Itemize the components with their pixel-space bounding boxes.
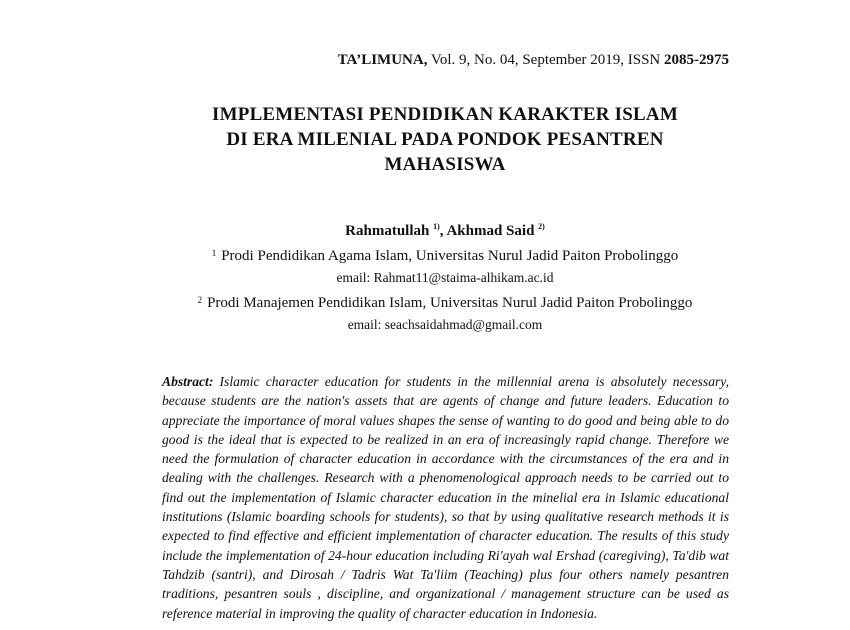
abstract-text: Islamic character education for students in the millennial arena is absolutely necessary, because students are the nation's assets that are agents of change and future leaders. Education to appreciate the importance of moral values shapes the sense of wanting to do good and being able to do good is the ideal that is expected to be realized in an era of increasingly rapid change. Therefore we need the formulation of character education in accordance with the circumstances of the era and in dealing with the challenges. Research with a phenomenological approach needs to be carried out to find out the implementation of Islamic character education in the minelial era in Islamic educational institutions (Islamic boarding schools for students), so that by using qualitative research methods it is expected to find effective and efficient implementation of character education. The results of this study include the implementation of 24-hour education including Ri'ayah wal Ershad (caregiving), Ta'dib wat Tahdzib (santri), and Dirosah / Tadris Wat Ta'liim (Teaching) plus four others namely pesantren traditions, pesantren souls , discipline, and organizational / management structure can be used as reference material in improving the quality of character education in Indonesia. [162, 374, 729, 621]
affiliation-2 [100, 289, 790, 314]
journal-name: TA’LIMUNA, [337, 52, 428, 68]
title-line: DI ERA MILENIAL PADA PONDOK PESANTREN [226, 129, 664, 150]
affiliation-1-email: email: Rahmat11@staima-alhikam.ac.id [336, 270, 554, 285]
author-1-name: Rahmatullah [345, 223, 430, 239]
affiliation-2-email: email: seachsaidahmad@gmail.com [347, 317, 543, 332]
author-1-marker: 1) [433, 222, 440, 231]
affiliation-2-text: Prodi Manajemen Pendidikan Islam, Universitas Nurul Jadid Paiton Probolinggo [207, 295, 693, 311]
author-names [100, 216, 790, 242]
affiliation-1-text: Prodi Pendidikan Agama Islam, Universitas Nurul Jadid Paiton Probolinggo [221, 248, 679, 264]
running-header [160, 50, 729, 70]
title-line: IMPLEMENTASI PENDIDIKAN KARAKTER ISLAM [212, 104, 678, 125]
author-2-name: Akhmad Said [446, 223, 535, 239]
author-block [100, 216, 790, 336]
title-line: MAHASISWA [384, 154, 506, 175]
abstract-label: Abstract: [162, 374, 214, 389]
author-2-marker: 2) [538, 222, 545, 231]
affiliation-1 [100, 242, 790, 267]
abstract-paragraph [162, 372, 729, 623]
author-separator: , [439, 223, 447, 239]
affiliation-2-marker: 2 [197, 295, 203, 305]
issn-number: 2085-2975 [664, 52, 729, 68]
paper-title [100, 102, 790, 177]
affiliation-1-marker: 1 [211, 248, 217, 258]
volume-info: Vol. 9, No. 04, September 2019, ISSN [427, 52, 664, 68]
